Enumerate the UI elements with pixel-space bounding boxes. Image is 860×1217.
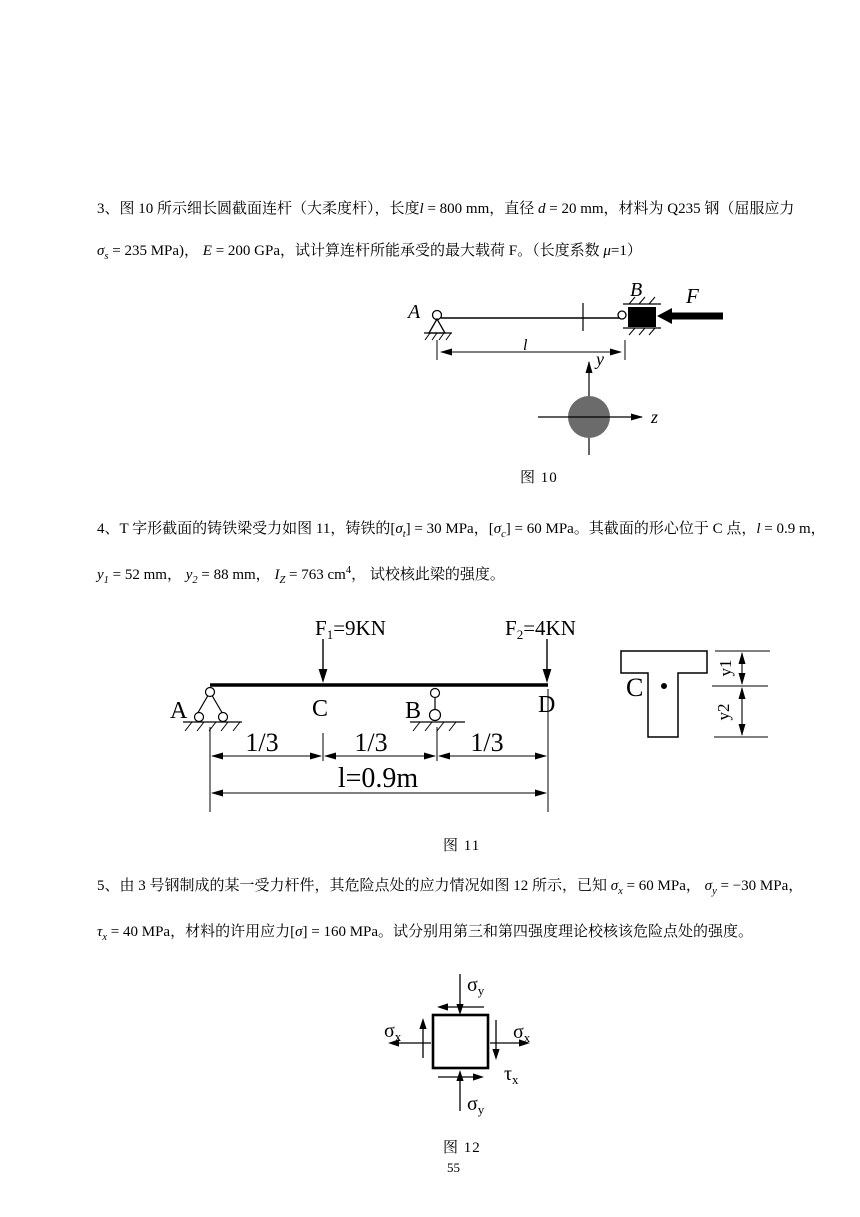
- figure-12: [370, 960, 570, 1120]
- p4-l2-t1: = 52 mm，: [108, 567, 186, 583]
- fig11-dim-label-1: 1/3: [245, 728, 279, 757]
- problem-5-line-2: [97, 920, 753, 943]
- p4-l1-t1: 4、T 字形截面的铸铁梁受力如图 11，铸铁的[: [97, 521, 396, 537]
- fig12-stress-element: [433, 1015, 488, 1068]
- p5-l1-t2: = 60 MPa，: [622, 878, 705, 894]
- p5-l1-t1: 5、由 3 号钢制成的某一受力杆件，其危险点处的应力情况如图 12 所示，已知: [97, 878, 611, 894]
- fig10-label-B: B: [630, 279, 643, 301]
- p4-l2-y2: y: [185, 567, 193, 583]
- p3-l2-sigma-sub: s: [104, 251, 109, 262]
- p3-l1-t1: 3、图 10 所示细长圆截面连杆（大柔度杆），长度: [97, 201, 420, 217]
- fig11-t-section-label-C: C: [626, 673, 644, 702]
- fig12-shear-top-head: [437, 1003, 448, 1010]
- fig11-dim-label-2: 1/3: [354, 728, 388, 757]
- fig11-dim-y2-label: y2: [714, 703, 733, 721]
- p5-l2-t2: ] = 160 MPa。试分别用第三和第四强度理论校核该危险点处的强度。: [302, 924, 754, 940]
- sigma-sub: y: [477, 983, 485, 998]
- fig10-label-z: z: [651, 407, 659, 427]
- p3-l2-t1: = 235 MPa)，: [108, 243, 203, 259]
- p5-l1-t3: = −30 MPa，: [716, 878, 804, 894]
- figure-11: [150, 605, 790, 820]
- p4-l1-sigma-t: σ: [395, 521, 403, 537]
- fig11-dim-total-label: l=0.9m: [337, 763, 419, 794]
- fig12-sigma-x-left-label: [384, 1020, 402, 1044]
- fig10-label-F: F: [686, 284, 699, 308]
- fig12-shear-right-head: [492, 1049, 499, 1060]
- p4-l2-Iz: I: [274, 567, 280, 583]
- p4-l2-sub-2: 2: [192, 575, 198, 586]
- figure-10: [390, 270, 740, 470]
- sigma-glyph: σ: [513, 1021, 524, 1043]
- p3-l1-t2: = 800 mm，直径: [423, 201, 538, 217]
- p3-l2-var-mu: μ: [603, 243, 611, 259]
- p3-l2-var-E: E: [202, 243, 212, 259]
- p3-l1-t3: = 20 mm，材料为 Q235 钢（屈服应力: [545, 201, 795, 217]
- problem-5-line-1: [97, 874, 803, 897]
- problem-4-line-2: [97, 563, 505, 586]
- p3-l1-var-l: l: [419, 201, 424, 217]
- fig12-shear-bottom-head: [473, 1073, 484, 1080]
- p4-l1-var-l: l: [756, 521, 761, 537]
- fig10-pin-B: [618, 311, 626, 319]
- fig10-ground-A-hatches: [425, 333, 451, 340]
- fig11-ground-A-hatches: [185, 722, 240, 731]
- sigma-glyph: σ: [384, 1020, 395, 1042]
- f2-sub: 2: [516, 627, 524, 642]
- p4-l1-t4: = 0.9 m，: [760, 521, 826, 537]
- sigma-glyph: σ: [467, 974, 478, 996]
- fig10-rail-bottom-hatches: [629, 328, 655, 335]
- sigma-glyph: σ: [467, 1093, 478, 1115]
- p3-l2-t2: = 200 GPa，试计算连杆所能承受的最大载荷 F。（长度系数: [211, 243, 604, 259]
- p5-l1-sigma-y: σ: [704, 878, 713, 894]
- p5-l2-sub-x: x: [102, 932, 108, 943]
- p4-l1-t3: ] = 60 MPa。其截面的形心位于 C 点，: [505, 521, 757, 537]
- fig11-support-B-roller: [430, 710, 441, 721]
- p5-l1-sigma-x: σ: [610, 878, 619, 894]
- sigma-sub: x: [394, 1029, 402, 1044]
- fig11-force-F1-head: [319, 669, 328, 683]
- tau-sub: x: [512, 1072, 519, 1087]
- fig11-dim-label-3: 1/3: [470, 728, 504, 757]
- p4-l1-sub-t: t: [402, 529, 406, 540]
- problem-4-line-1: [97, 517, 826, 540]
- fig11-label-B: B: [405, 698, 422, 724]
- fig11-label-A: A: [170, 698, 188, 724]
- figure-11-caption: 图 11: [443, 838, 481, 854]
- sigma-sub: y: [477, 1102, 485, 1117]
- fig10-support-A-triangle: [429, 319, 445, 333]
- p4-l2-t2: = 88 mm，: [197, 567, 275, 583]
- p4-l2-sup-4: 4: [345, 565, 352, 576]
- fig12-sigma-y-bottom-label: [467, 1093, 485, 1117]
- sigma-sub: x: [523, 1030, 531, 1045]
- fig10-label-A: A: [408, 301, 421, 323]
- fig12-tau-label: [504, 1063, 519, 1087]
- fig11-support-A-roller-right: [219, 713, 228, 722]
- f1-name: F: [315, 616, 327, 640]
- p5-l2-tau: τ: [97, 924, 103, 940]
- fig10-label-y: y: [596, 349, 604, 369]
- fig10-slider-block: [628, 307, 656, 327]
- p4-l1-t2: ] = 30 MPa，[: [405, 521, 494, 537]
- p3-l2-sigma: σ: [97, 243, 105, 259]
- fig12-shear-left-head: [419, 1018, 426, 1029]
- figure-12-caption: 图 12: [443, 1140, 481, 1156]
- p5-l2-sigma: σ: [295, 924, 303, 940]
- f2-value: =4KN: [523, 616, 576, 640]
- p4-l2-t4: ， 试校核此梁的强度。: [351, 567, 505, 583]
- figure-10-caption: 图 10: [520, 470, 558, 486]
- fig10-dim-label-l: l: [523, 337, 528, 354]
- fig12-sigma-y-top-head: [456, 1004, 463, 1015]
- p4-l2-sub-1: 1: [103, 575, 109, 586]
- fig11-force-F2-head: [543, 669, 552, 683]
- p4-l2-t3: = 763 cm: [285, 567, 346, 583]
- fig11-force-F1-label: [315, 616, 386, 642]
- fig11-support-A-pin: [206, 688, 215, 697]
- page-number: 55: [447, 1160, 460, 1175]
- f2-name: F: [505, 616, 517, 640]
- p4-l1-sub-c: c: [501, 529, 506, 540]
- p5-l2-t1: = 40 MPa，材料的许用应力[: [107, 924, 296, 940]
- p5-l1-sub-x: x: [618, 886, 623, 897]
- p4-l2-y1: y: [97, 567, 104, 583]
- fig12-sigma-y-top-label: [467, 974, 485, 998]
- fig11-dim-y1-label: y1: [716, 659, 735, 677]
- fig11-centroid-dot: [661, 683, 667, 689]
- fig11-label-D: D: [538, 692, 556, 718]
- fig12-sigma-y-bottom-head: [456, 1070, 463, 1081]
- fig10-force-F-arrow: [657, 308, 723, 324]
- fig11-support-B-pin: [431, 689, 440, 698]
- p3-l1-var-d: d: [537, 201, 546, 217]
- tau-glyph: τ: [504, 1063, 513, 1085]
- f1-sub: 1: [326, 627, 334, 642]
- f1-value: =9KN: [333, 616, 386, 640]
- p4-l1-sigma-c: σ: [493, 521, 502, 537]
- fig11-force-F2-label: [505, 616, 576, 642]
- fig11-label-C: C: [312, 696, 329, 722]
- p5-l1-sub-y: y: [712, 886, 717, 897]
- problem-3-line-2: [97, 239, 642, 262]
- problem-3-line-1: [97, 197, 794, 218]
- p3-l2-t3: =1）: [610, 243, 642, 259]
- fig12-sigma-x-right-label: [513, 1021, 531, 1045]
- p4-l2-sub-Z: Z: [279, 575, 286, 586]
- fig11-support-A-roller-left: [195, 713, 204, 722]
